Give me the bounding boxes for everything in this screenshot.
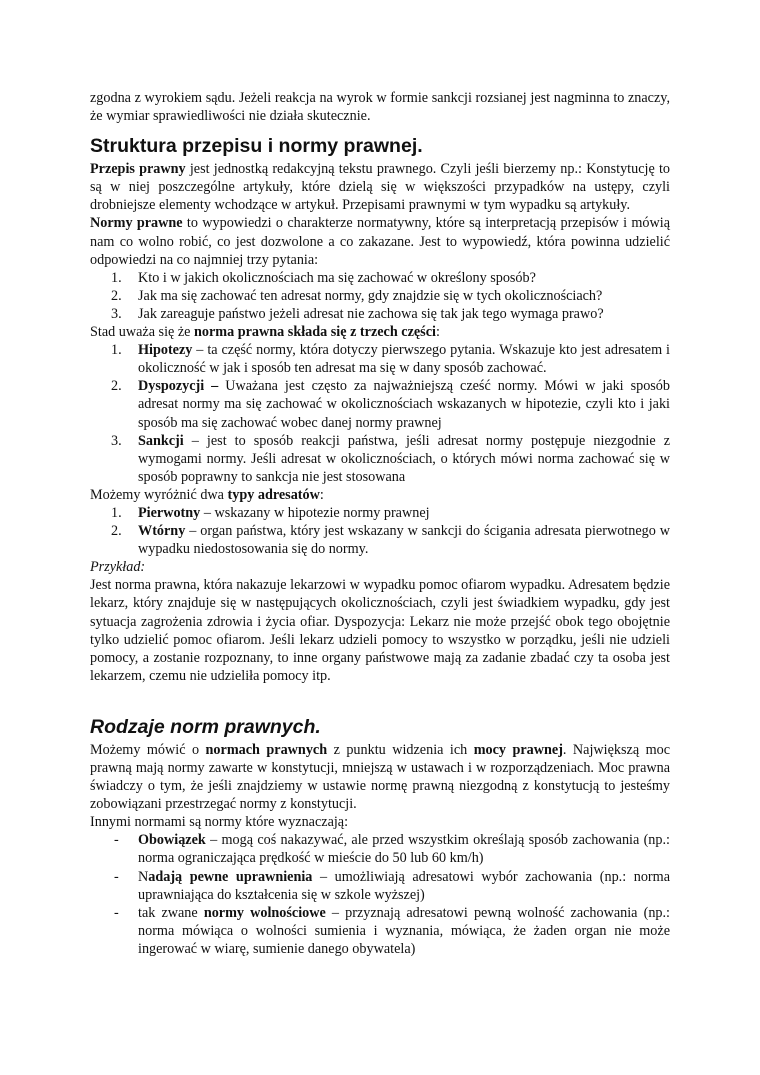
term-three-parts: norma prawna składa się z trzech części [194,324,436,341]
term-normy-wolnosciowe: normy wolnościowe [203,904,326,921]
list-item: 3. Jak zareaguje państwo jeżeli adresat nie zachowa się tak jak tego wymaga prawo? [111,305,604,322]
list-item: 2. Dyspozycji – Uważana jest często za najważniejszą cześć normy. Mówi w jaki sposób adresat normy ma się zachować w okolicznościach wskazanych w hipotezie, czyli kto i jaki sposób ma się zachować wobec danej normy prawnej [111,378,670,431]
term-normach-prawnych: normach prawnych [205,741,328,758]
list-item: - Nadają pewne uprawnienia – umożliwiają adresatowi wybór zachowania (np.: norma uprawniająca do kształcenia się w szkole wyższej) [114,868,670,903]
list-item: 1. Kto i w jakich okolicznościach ma się zachować w określony sposób? [111,269,536,286]
term-przepis-prawny: Przepis prawny [90,161,186,178]
paragraph-other-norms: Innymi normami są normy które wyznaczają: [90,814,349,831]
term-normy-prawne: Normy prawne [90,215,183,232]
term-uprawnienia: adają pewne uprawnienia [148,868,313,885]
term-obowiazek: Obowiązek [138,832,206,849]
term-pierwotny: Pierwotny [138,504,201,521]
section-heading-structure: Struktura przepisu i normy prawnej. [90,135,423,158]
term-typy-adresatow: typy adresatów [227,486,320,503]
term-mocy-prawnej: mocy prawnej [473,741,563,758]
list-item: 2. Wtórny – organ państwa, który jest wskazany w sankcji do ścigania adresata pierwotnego w wypadku niedostosowania się do normy. [111,523,670,558]
term-hipotezy: Hipotezy [138,342,193,359]
paragraph-normy-prawne: Normy prawne to wypowiedzi o charakterze normatywny, które są interpretacją przepisów i mówią nam co wolno robić, co jest dozwolone a co zakazane. Jest to wypowiedź, która powinna udzielić odpowiedzi na co najmniej trzy pytania: [90,215,670,268]
norm-kinds-list [90,831,670,958]
example-label: Przykład: [90,559,146,576]
norm-parts-list [90,341,670,486]
list-item: 1. Hipotezy – ta część normy, która dotyczy pierwszego pytania. Wskazuje kto jest adresatem i okoliczność w jak i sposób ten adresat ma się w dany sposób zachować. [111,342,670,377]
list-item: - Obowiązek – mogą coś nakazywać, ale przed wszystkim określają sposób zachowania (np.: norma ograniczająca prędkość w mieście do 50 lub 60 km/h) [114,832,670,867]
list-item: 3. Sankcji – jest to sposób reakcji państwa, jeśli adresat normy postępuje niezgodnie z wymogami normy. Jeśli adresat w okolicznościach, o których mówi norma zachować się w sposób poprawny to sankcja nie jest stosowana [111,432,670,485]
paragraph-three-parts: Stad uważa się że norma prawna składa się z trzech części: [90,324,440,341]
example-paragraph: Jest norma prawna, która nakazuje lekarzowi w wypadku pomoc ofiarom wypadku. Adresatem będzie lekarz, który znajduje się w następujących okolicznościach, czyli jest świadkiem wypadku, gdy jest sytuacja zagrożenia zdrowia i życia ofiar. Dyspozycja: Lekarz nie może przejść obok tego obojętnie tylko udzielić pomoc ofiarom. Jeśli lekarz udzieli pomocy to wszystko w porządku, jeśli nie udzieli pomocy, a zostanie rozpoznany, to inne organy państwowe mają za zadanie zbadać czy ta osoba jest lekarzem, czemu nie udzieliła pomocy itp. [90,577,670,684]
paragraph-addressee-types: Możemy wyróżnić dwa typy adresatów: [90,486,324,503]
list-item: - tak zwane normy wolnościowe – przyznają adresatowi pewną wolność zachowania (np.: norma mówiąca o wolności sumienia i wyznania, mówiąca, że żaden organ nie może ingerować w wiarę, sumienie danego obywatela) [114,904,670,957]
term-sankcji: Sankcji [138,432,184,449]
document-page [90,89,670,958]
list-item: 2. Jak ma się zachować ten adresat normy, gdy znajdzie się w tych okolicznościach? [111,287,603,304]
section-heading-types: Rodzaje norm prawnych. [90,715,321,738]
intro-paragraph: zgodna z wyrokiem sądu. Jeżeli reakcja na wyrok w formie sankcji rozsianej jest nagminna to znaczy, że wymiar sprawiedliwości nie działa skutecznie. [90,90,670,125]
paragraph-przepis-prawny: Przepis prawny jest jednostką redakcyjną tekstu prawnego. Czyli jeśli bierzemy np.: Konstytucję to są w niej poszczególne artykuły, które dzielą się w większości przypadków na ustępy, czyli drobniejsze elementy wchodzące w artykuł. Przepisami prawnymi w tym wypadku są artykuły. [90,161,670,214]
term-wtorny: Wtórny [138,523,186,540]
term-dyspozycji: Dyspozycji – [138,378,219,395]
list-item: 1. Pierwotny – wskazany w hipotezie normy prawnej [111,504,430,521]
questions-list [90,269,670,323]
paragraph-legal-force: Możemy mówić o normach prawnych z punktu widzenia ich mocy prawnej. Największą moc prawną mają normy zawarte w konstytucji, mniejszą w ustawach i w rozporządzeniach. Moc prawna świadczy o tym, że jeśli znajdziemy w ustawie normę prawną niezgodną z konstytucją to jesteśmy zobowiązani przestrzegać normy z konstytucji. [90,741,671,813]
addressees-list [90,504,670,558]
